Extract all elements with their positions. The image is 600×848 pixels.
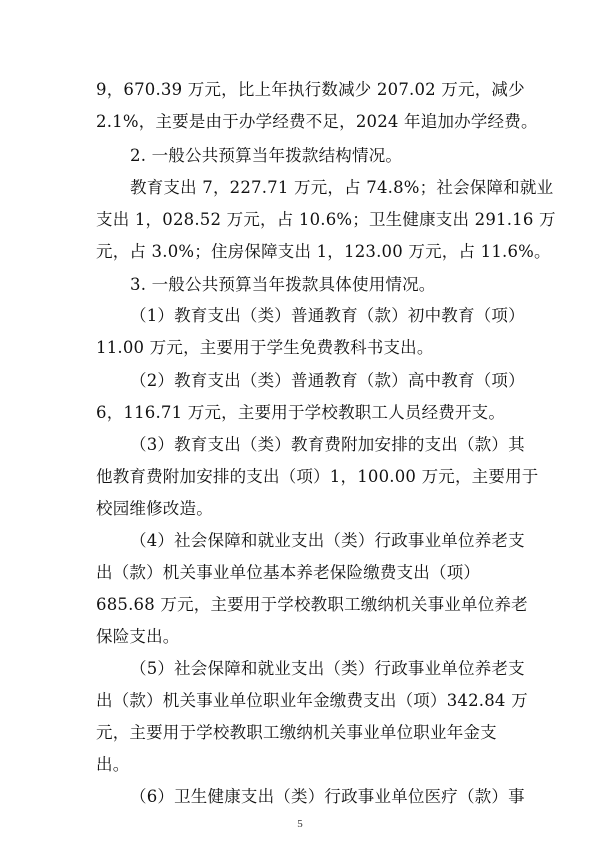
text-line-19: （5）社会保障和就业支出（类）行政事业单位养老支	[130, 659, 525, 678]
page-number: 5	[297, 818, 303, 830]
text-line-9: 11.00 万元，主要用于学生免费教科书支出。	[96, 338, 434, 357]
text-line-23: （6）卫生健康支出（类）行政事业单位医疗（款）事	[130, 787, 525, 806]
text-line-14: 校园维修改造。	[96, 499, 213, 518]
text-line-4: 教育支出 7，227.71 万元，占 74.8%；社会保障和就业	[130, 178, 554, 197]
text-line-5: 支出 1，028.52 万元，占 10.6%；卫生健康支出 291.16 万	[96, 210, 556, 229]
text-line-21: 元，主要用于学校教职工缴纳机关事业单位职业年金支	[96, 723, 497, 742]
text-line-15: （4）社会保障和就业支出（类）行政事业单位养老支	[130, 531, 525, 550]
text-line-1: 9，670.39 万元，比上年执行数减少 207.02 万元，减少	[96, 80, 525, 99]
text-line-18: 保险支出。	[96, 627, 180, 646]
section-heading-3: 3. 一般公共预算当年拨款具体使用情况。	[130, 275, 436, 294]
text-line-22: 出。	[96, 755, 130, 774]
text-line-10: （2）教育支出（类）普通教育（款）高中教育（项）	[130, 371, 525, 390]
text-line-13: 他教育费附加安排的支出（项）1，100.00 万元，主要用于	[96, 467, 539, 486]
text-line-2: 2.1%，主要是由于办学经费不足，2024 年追加办学经费。	[96, 112, 538, 131]
text-line-8: （1）教育支出（类）普通教育（款）初中教育（项）	[130, 306, 525, 325]
text-line-17: 685.68 万元，主要用于学校教职工缴纳机关事业单位养老	[96, 595, 528, 614]
text-line-11: 6，116.71 万元，主要用于学校教职工人员经费开支。	[96, 403, 506, 422]
section-heading-2: 2. 一般公共预算当年拨款结构情况。	[130, 146, 403, 165]
text-line-12: （3）教育支出（类）教育费附加安排的支出（款）其	[130, 435, 525, 454]
text-line-16: 出（款）机关事业单位基本养老保险缴费支出（项）	[96, 563, 481, 582]
text-line-20: 出（款）机关事业单位职业年金缴费支出（项）342.84 万	[96, 691, 528, 710]
text-line-6: 元，占 3.0%；住房保障支出 1，123.00 万元，占 11.6%。	[96, 242, 551, 261]
